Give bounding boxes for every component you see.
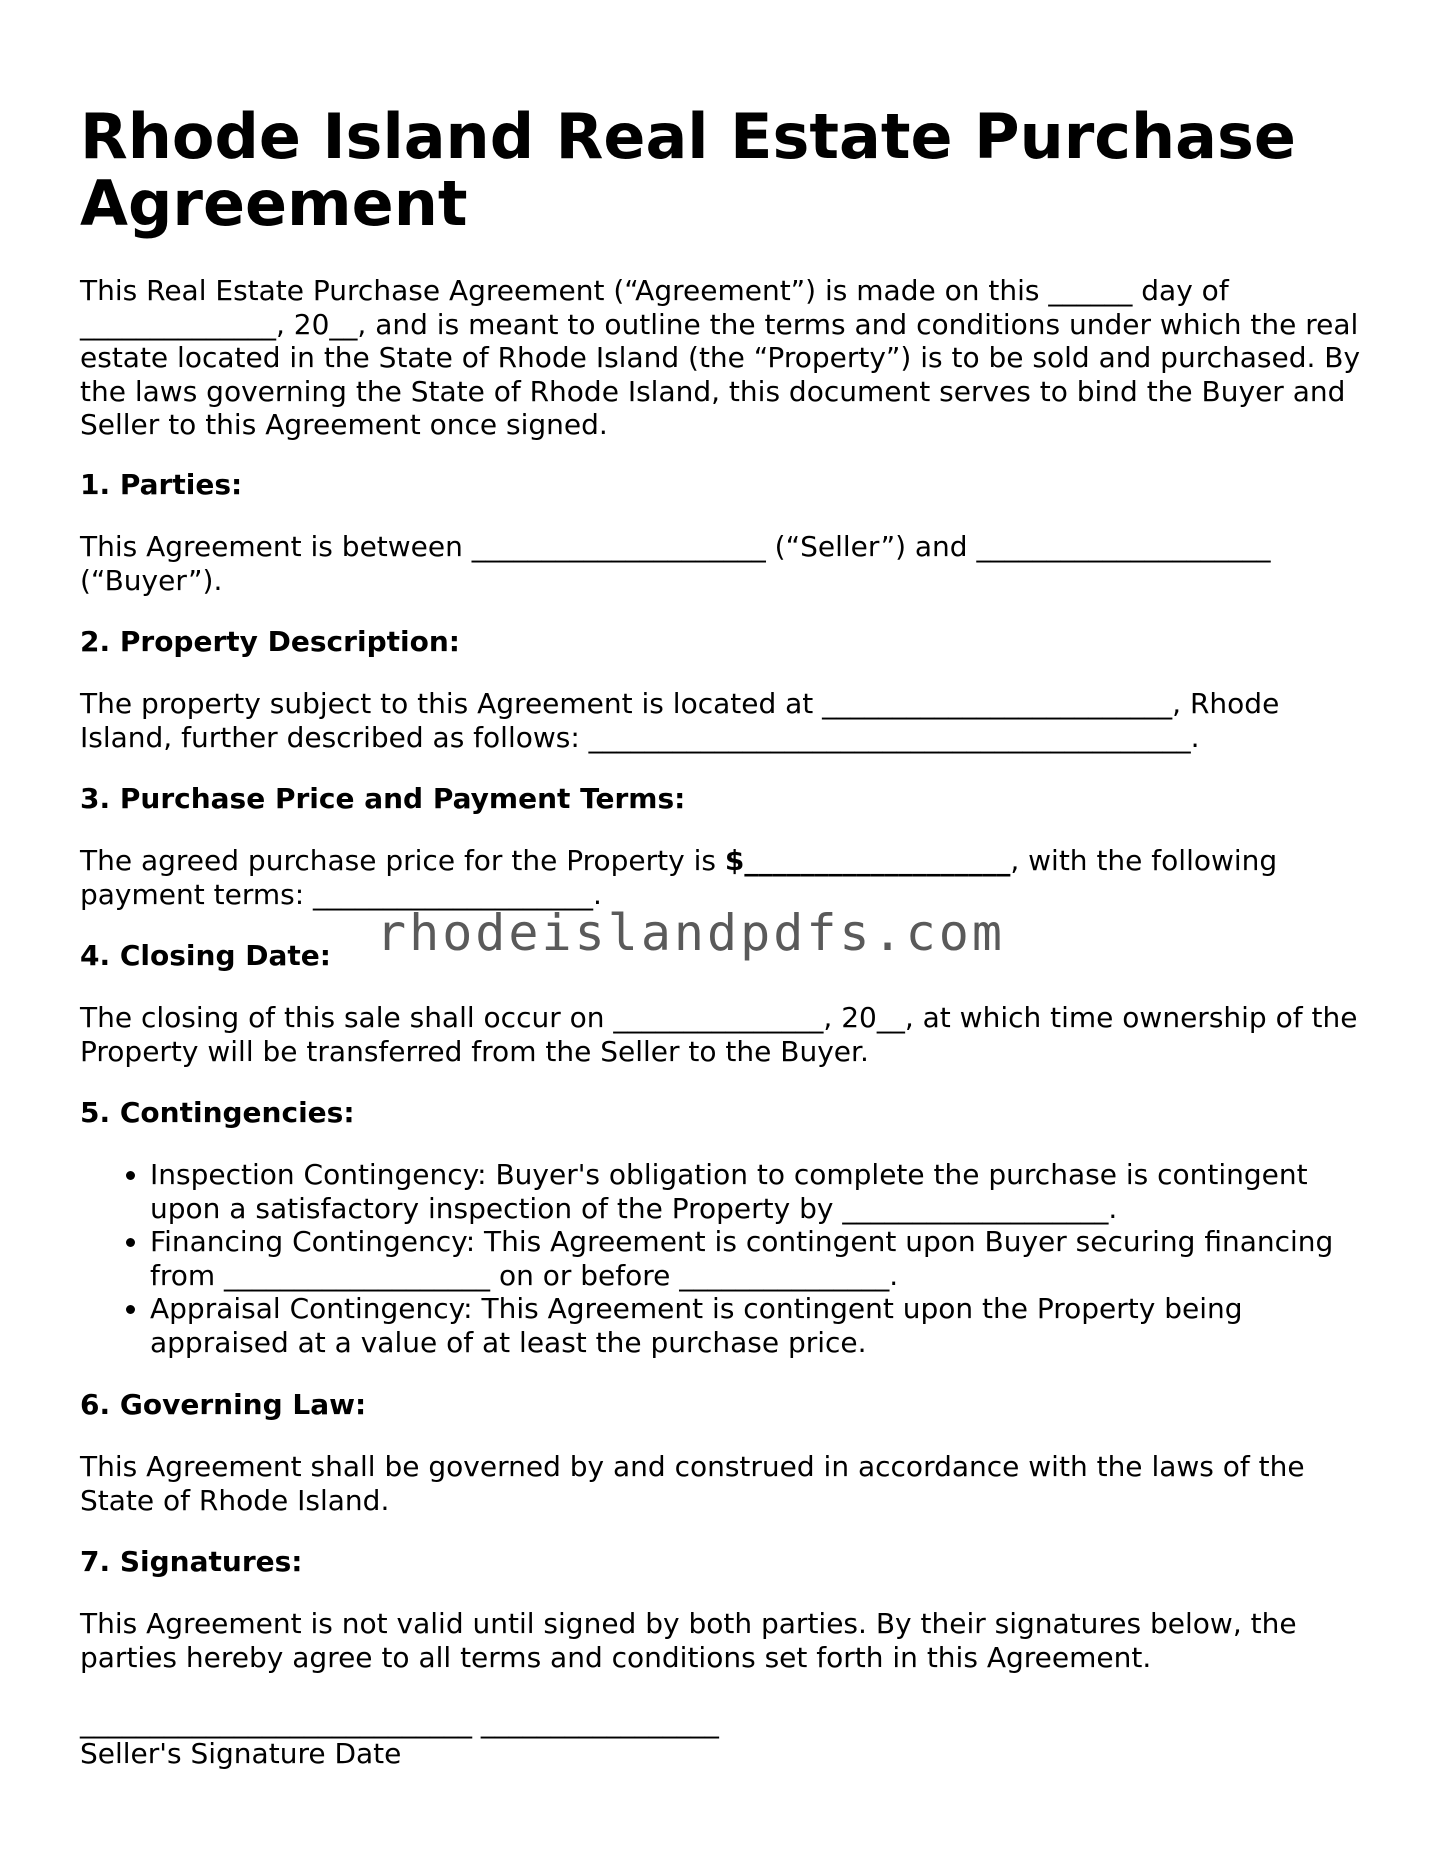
- section-price-heading: 3. Purchase Price and Payment Terms:: [80, 782, 686, 815]
- section-law-text: This Agreement shall be governed by and construed in accordance with the laws of the State of Rhode Island.: [80, 1450, 1305, 1517]
- signature-label: Seller's Signature Date: [80, 1737, 402, 1770]
- section-law-heading: 6. Governing Law:: [80, 1388, 367, 1421]
- section-signatures-text: This Agreement is not valid until signed by both parties. By their signatures below, the parties hereby agree to all terms and conditions set forth in this Agreement.: [80, 1607, 1297, 1674]
- section-parties-text: This Agreement is between _____________________ (“Seller”) and _____________________ (“Buyer”).: [80, 530, 1271, 597]
- contingencies-list: [80, 1158, 1370, 1359]
- price-amount-blank: $___________________: [724, 844, 1011, 877]
- list-item: • Inspection Contingency: Buyer's obligation to complete the purchase is contingent upon a satisfactory inspection of the Property by ___________________.: [150, 1158, 1370, 1225]
- section-closing-text: The closing of this sale shall occur on _______________, 20__, at which time ownership of the Property will be transferred from the Seller to the Buyer.: [80, 1001, 1358, 1068]
- section-price-text: [80, 844, 1370, 911]
- price-text-after: , with the following payment terms: ____________________.: [80, 844, 1278, 911]
- section-signatures-heading: 7. Signatures:: [80, 1545, 303, 1578]
- watermark: rhodeislandpdfs.com: [376, 904, 1005, 962]
- list-item: • Appraisal Contingency: This Agreement is contingent upon the Property being appraised at a value of at least the purchase price.: [150, 1292, 1370, 1359]
- list-item: • Financing Contingency: This Agreement is contingent upon Buyer securing financing from ___________________ on or before _______________.: [150, 1225, 1370, 1292]
- price-text-before: The agreed purchase price for the Property is: [80, 844, 725, 877]
- signature-line: ____________________________ _________________: [80, 1706, 719, 1739]
- section-property-heading: 2. Property Description:: [80, 625, 460, 658]
- intro-paragraph: This Real Estate Purchase Agreement (“Agreement”) is made on this ______ day of ______________, 20__, and is meant to outline the terms and conditions under which the real estate located in the State of Rhode Island (the “Property”) is to be sold and purchased. By the laws governing the State of Rhode Island, this document serves to bind the Buyer and Seller to this Agreement once signed.: [80, 274, 1361, 441]
- section-closing-heading: 4. Closing Date:: [80, 939, 331, 972]
- document-title: Rhode Island Real Estate Purchase Agreement: [80, 100, 1296, 240]
- section-parties-heading: 1. Parties:: [80, 468, 243, 501]
- section-contingencies-heading: 5. Contingencies:: [80, 1096, 355, 1129]
- section-property-text: The property subject to this Agreement is located at _________________________, Rhode Island, further described as follows: ___________________________________________.: [80, 687, 1280, 754]
